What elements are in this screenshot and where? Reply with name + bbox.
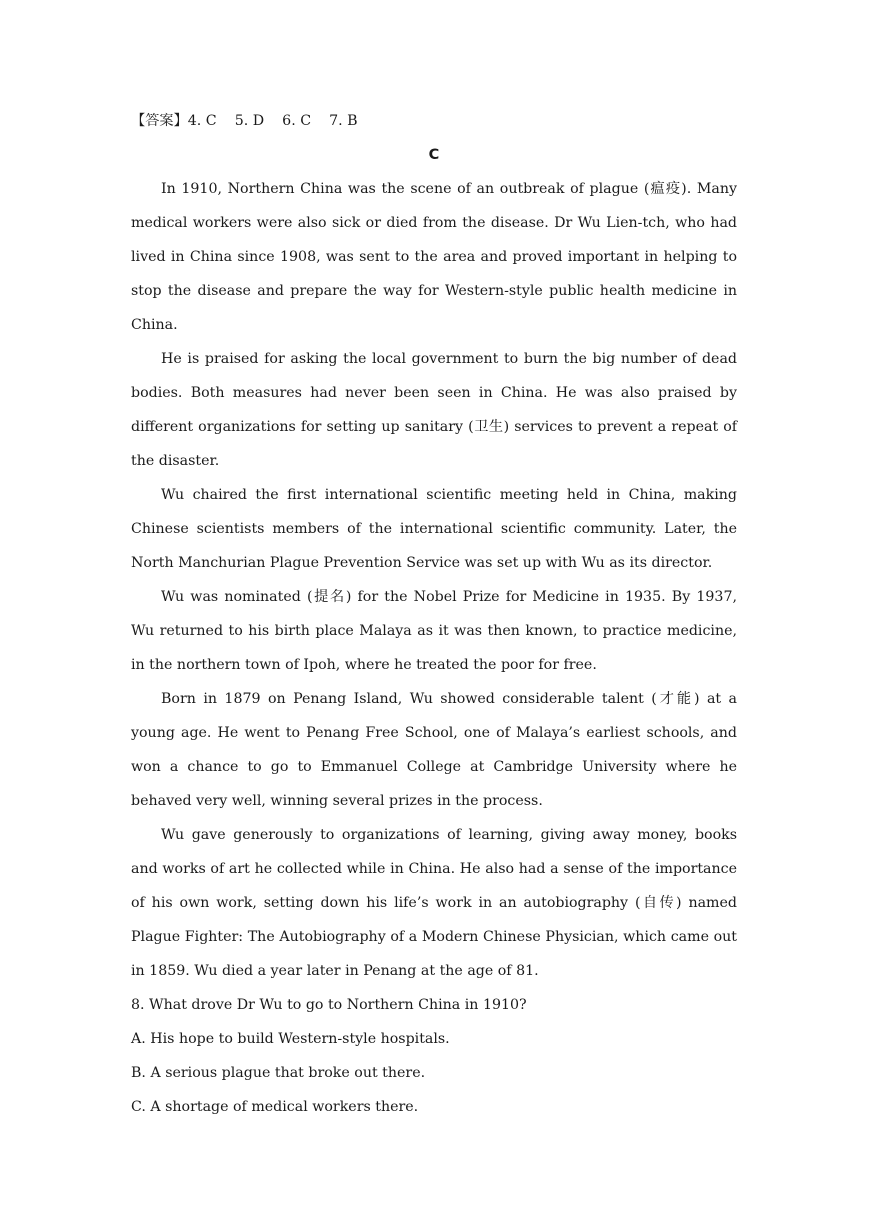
answer-values: 4. C 5. D 6. C 7. B: [187, 113, 358, 129]
document-page: [131, 104, 737, 1124]
passage-paragraph-1: In 1910, Northern China was the scene of an outbreak of plague (瘟疫). Many medical workers were also sick or died from the disease. Dr Wu Lien-tch, who had lived in China since 1908, was sent to the area and proved important in helping to stop the disease and prepare the way for Western-style public health medicine in China.: [131, 181, 737, 333]
answer-key: [131, 104, 737, 138]
question-stem: 8. What drove Dr Wu to go to Northern China in 1910?: [131, 997, 527, 1013]
passage-paragraph-6: Wu gave generously to organizations of learning, giving away money, books and works of art he collected while in China. He also had a sense of the importance of his own work, setting down his life’s work in an autobiography (自传) named Plague Fighter: The Autobiography of a Modern Chinese Physician, which came out in 1859. Wu died a year later in Penang at the age of 81.: [131, 827, 737, 979]
passage-paragraph-4: Wu was nominated (提名) for the Nobel Prize for Medicine in 1935. By 1937, Wu returned to his birth place Malaya as it was then known, to practice medicine, in the northern town of Ipoh, where he treated the poor for free.: [131, 589, 737, 673]
option-c: C. A shortage of medical workers there.: [131, 1099, 419, 1115]
option-b: B. A serious plague that broke out there.: [131, 1065, 426, 1081]
passage-paragraph-2: He is praised for asking the local government to burn the big number of dead bodies. Both measures had never been seen in China. He was also praised by different organizations for setting up sanitary (卫生) services to prevent a repeat of the disaster.: [131, 351, 737, 469]
passage-paragraph-5: Born in 1879 on Penang Island, Wu showed considerable talent (才能) at a young age. He went to Penang Free School, one of Malaya’s earliest schools, and won a chance to go to Emmanuel College at Cambridge University where he behaved very well, winning several prizes in the process.: [131, 691, 737, 809]
answer-label: 【答案】: [131, 113, 188, 129]
section-title: C: [428, 147, 440, 163]
passage-paragraph-3: Wu chaired the first international scientific meeting held in China, making Chinese scientists members of the international scientific community. Later, the North Manchurian Plague Prevention Service was set up with Wu as its director.: [131, 487, 737, 571]
option-a: A. His hope to build Western-style hospitals.: [131, 1031, 450, 1047]
